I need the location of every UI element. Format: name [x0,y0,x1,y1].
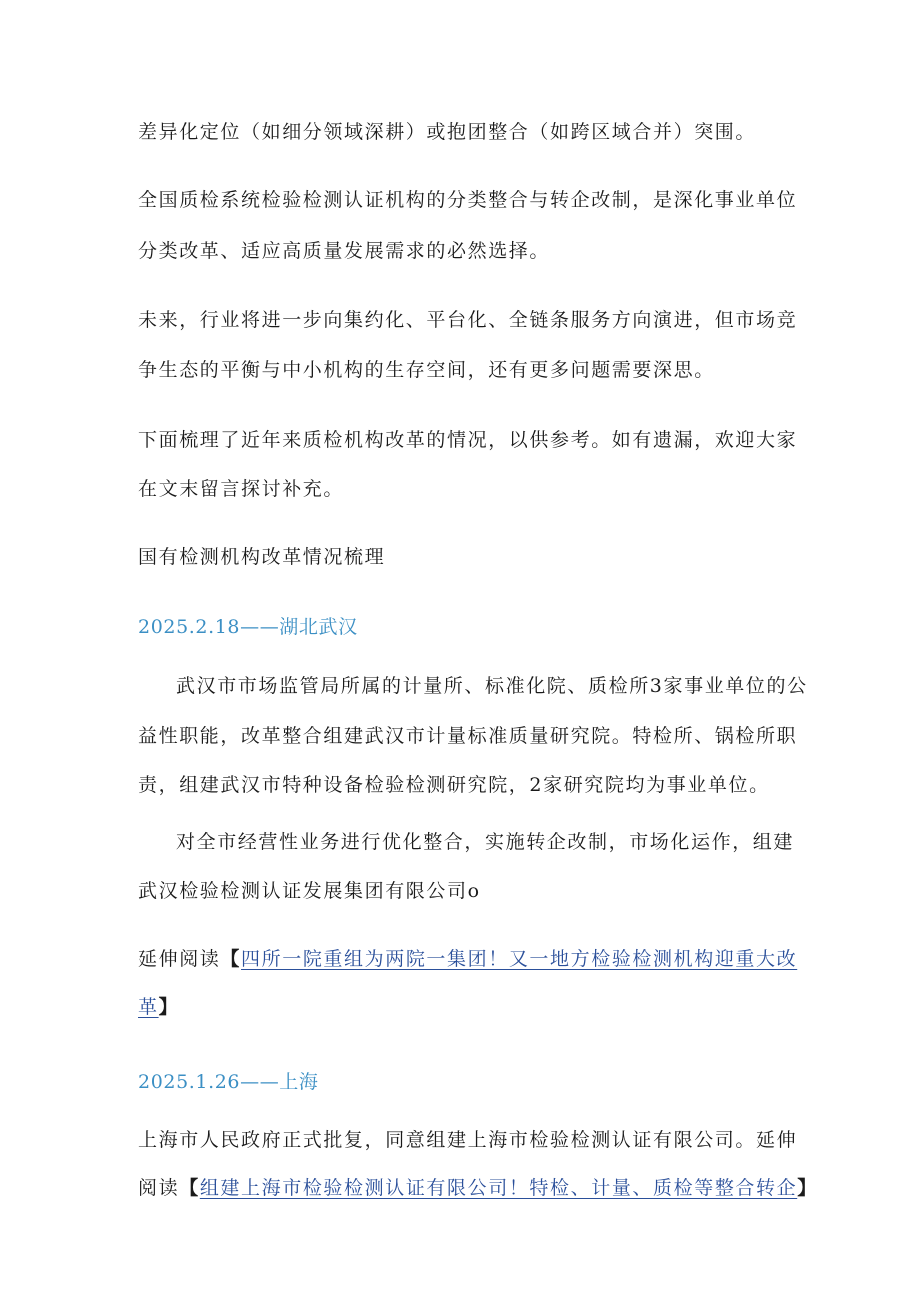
paragraph-line: 差异化定位（如细分领域深耕）或抱团整合（如跨区域合并）突围。 [138,121,757,143]
bracket-open: 【 [220,948,242,970]
paragraph-line: 争生态的平衡与中小机构的生存空间，还有更多问题需要深思。 [138,359,715,381]
entry-body-line: 上海市人民政府正式批复，同意组建上海市检验检测认证有限公司。延伸 [138,1129,798,1151]
paragraph-line: 下面梳理了近年来质检机构改革的情况，以供参考。如有遗漏，欢迎大家 [138,429,798,451]
entry-body-line: 对全市经营性业务进行优化整合，实施转企改制，市场化运作，组建 [176,831,795,853]
paragraph-line: 分类改革、适应高质量发展需求的必然选择。 [138,240,551,262]
extended-reading-label: 阅读 [138,1177,180,1199]
entry-body-line: 武汉检验检测认证发展集团有限公司o [138,880,481,902]
section-title: 国有检测机构改革情况梳理 [138,546,386,568]
entry-body-line: 益性职能，改革整合组建武汉市计量标准质量研究院。特检所、锅检所职 [138,725,798,747]
entry-date: 2025.2.18——湖北武汉 [138,616,358,638]
entry-date: 2025.1.26——上海 [138,1071,319,1093]
extended-reading-label: 延伸阅读 [138,948,221,970]
extended-reading [138,1176,818,1200]
bracket-close: 】 [797,1177,818,1199]
bracket-close: 】 [158,996,180,1018]
article-link[interactable]: 组建上海市检验检测认证有限公司！特检、计量、质检等整合转企 [199,1177,798,1199]
paragraph-line: 全国质检系统检验检测认证机构的分类整合与转企改制，是深化事业单位 [138,189,798,211]
extended-reading [138,947,797,971]
extended-reading-continued [138,995,179,1019]
article-link-continued[interactable]: 革 [138,996,159,1018]
bracket-open: 【 [179,1177,200,1199]
paragraph-line: 在文末留言探讨补充。 [138,478,345,500]
article-link[interactable]: 四所一院重组为两院一集团！又一地方检验检测机构迎重大改 [241,948,798,970]
paragraph-line: 未来，行业将进一步向集约化、平台化、全链条服务方向演进，但市场竞 [138,309,798,331]
entry-body-line: 责，组建武汉市特种设备检验检测研究院，2家研究院均为事业单位。 [138,774,770,796]
entry-body-line: 武汉市市场监管局所属的计量所、标准化院、质检所3家事业单位的公 [176,675,808,697]
